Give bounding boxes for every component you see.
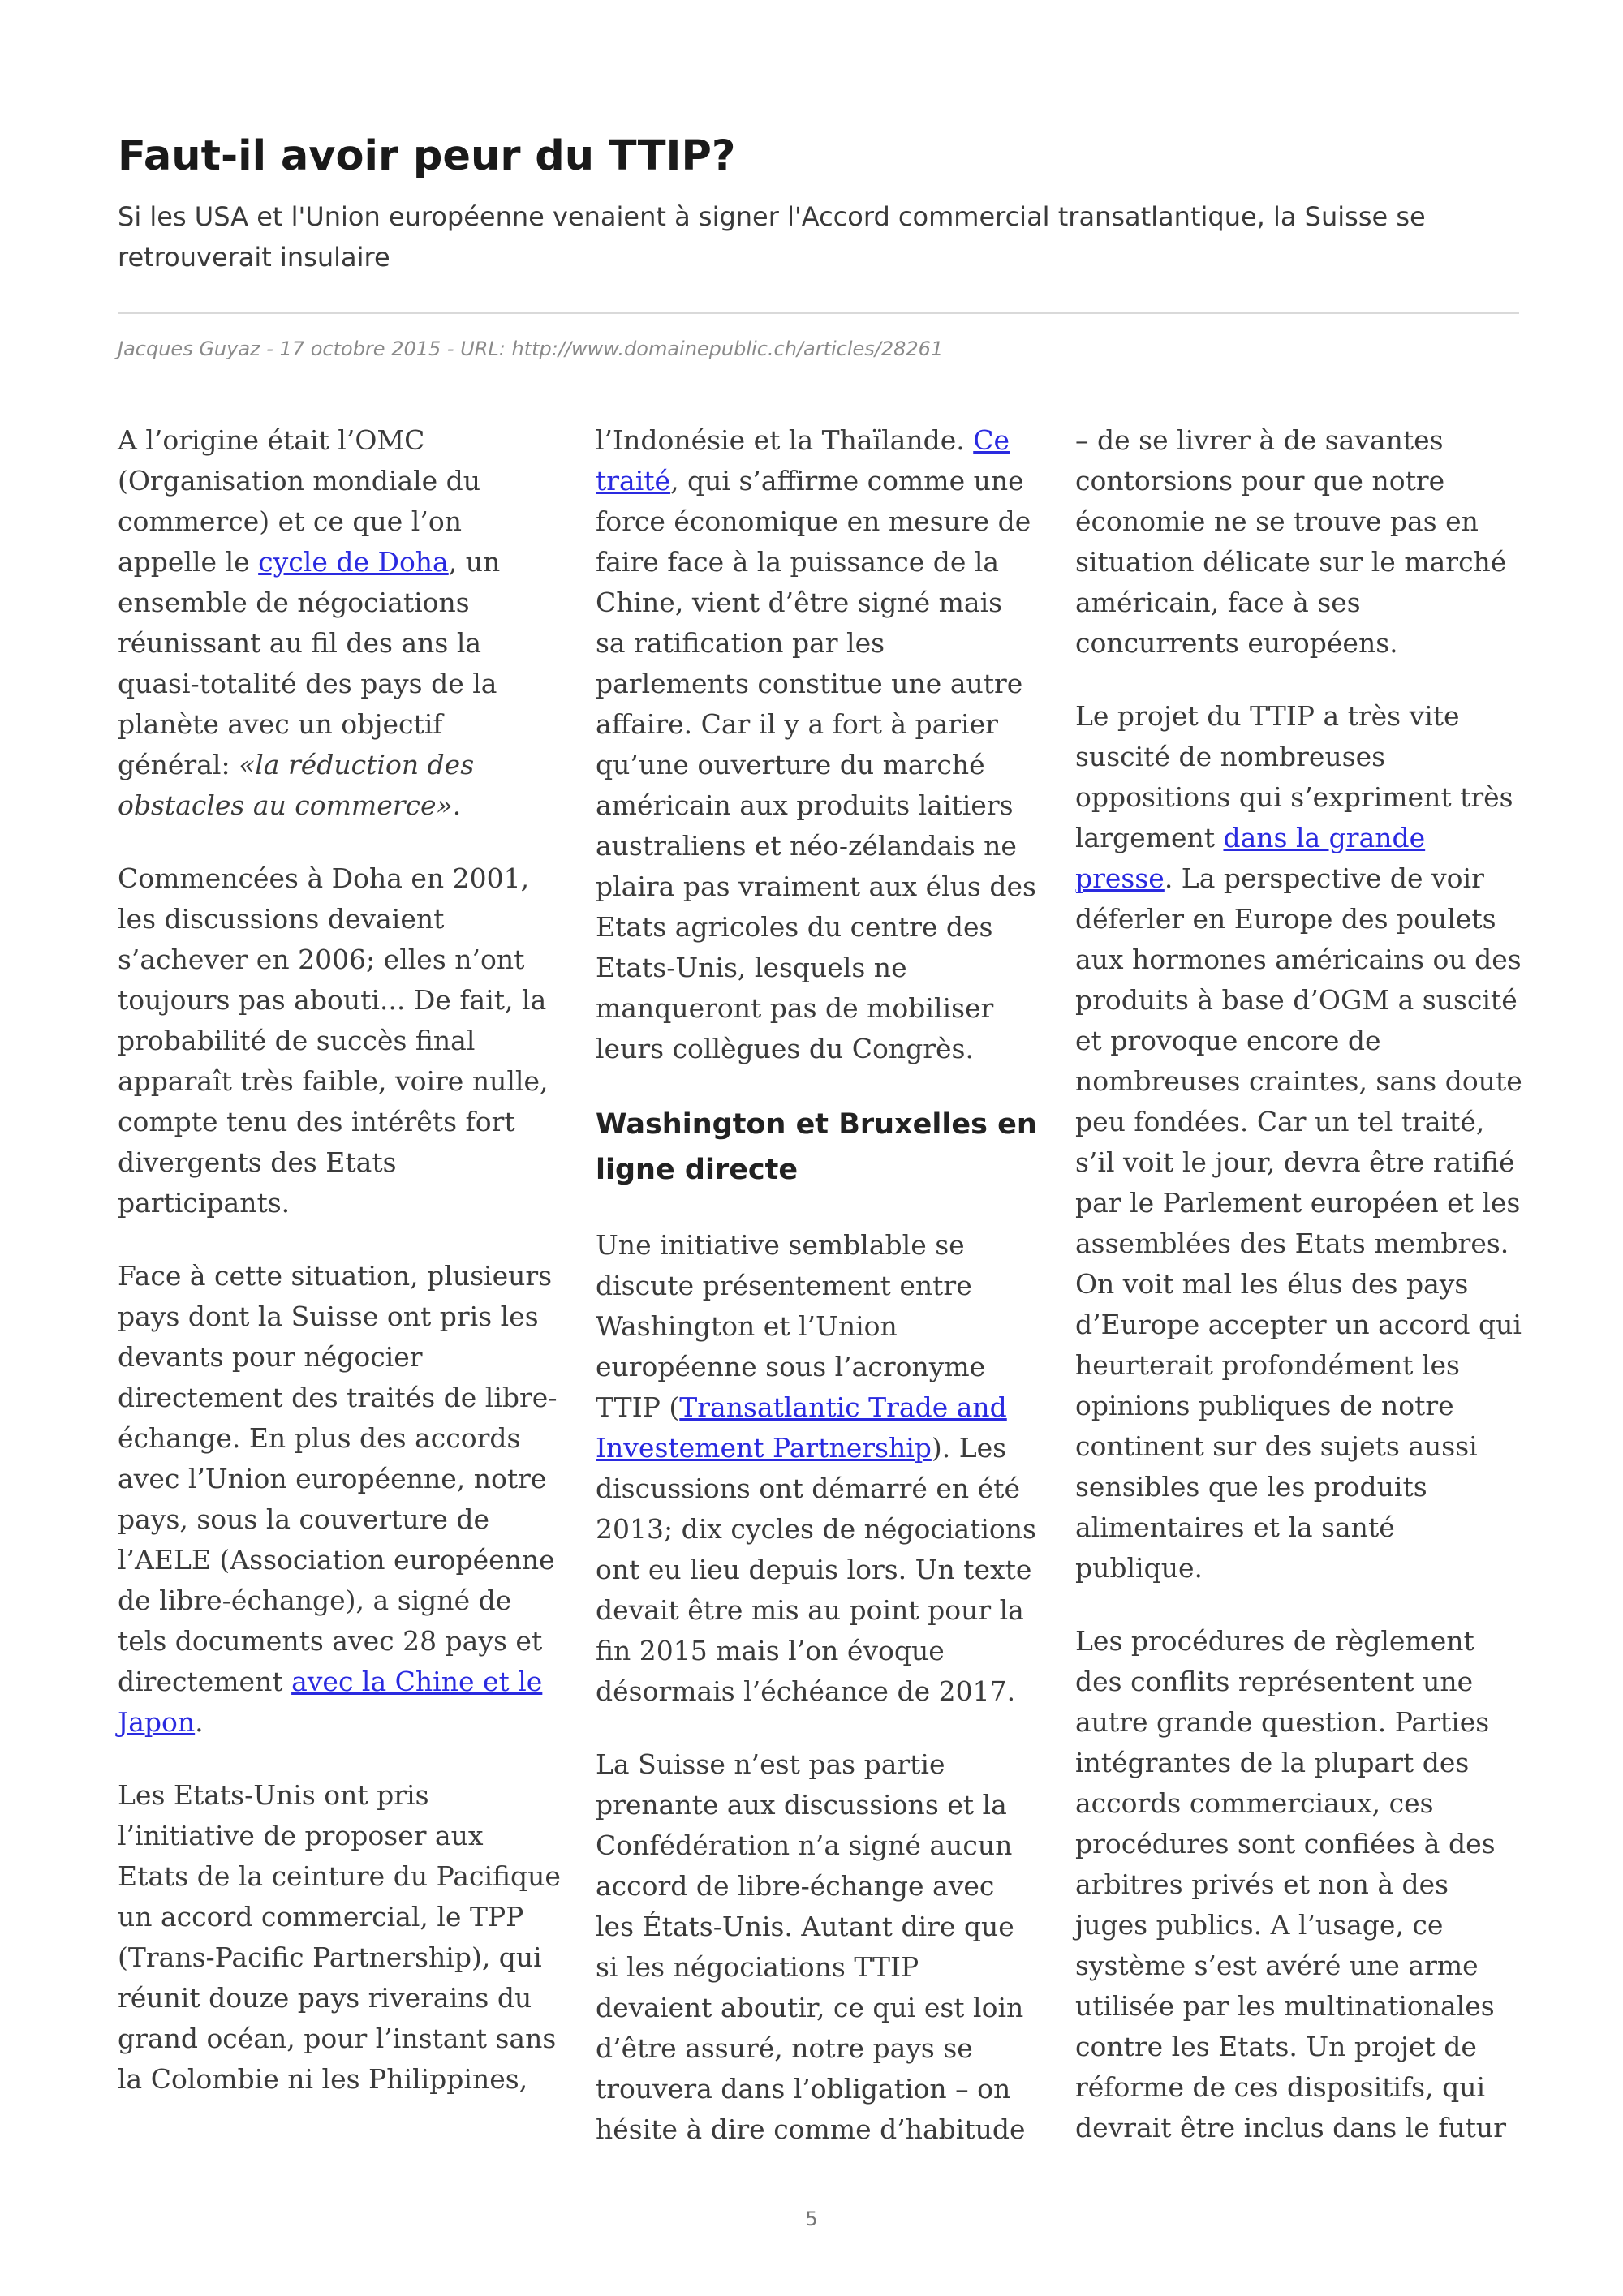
paragraph — [1075, 696, 1526, 1589]
article-byline: Jacques Guyaz - 17 octobre 2015 - URL: http://www.domainepublic.ch/articles/28261 — [118, 338, 944, 360]
link-chine-japon[interactable]: avec la Chine et le Japon — [118, 1666, 543, 1738]
paragraph-text: ). Les discussions ont démarré en été 2013; dix cycles de négociations ont eu lieu depuis lors. Un texte devait être mis au point pour la fin 2015 mais l’on évoque désormais l’échéance de 2017. — [596, 1432, 1036, 1707]
paragraph-text: . La perspective de voir déferler en Europe des poulets aux hormones américains ou des produits à base d’OGM a suscité et provoque encore de nombreuses craintes, sans doute peu fondées. Car un tel traité, s’il voit le jour, devra être ratifié par le Parlement européen et les assemblées des Etats membres. On voit mal les élus des pays d’Europe accepter un accord qui heurterait profondément les opinions publiques de notre continent sur des sujets aussi sensibles que les produits alimentaires et la santé publique. — [1075, 862, 1522, 1584]
link-ttip[interactable]: Transatlantic Trade and Investement Partnership — [596, 1391, 1007, 1464]
article-subtitle: Si les USA et l'Union européenne venaient à signer l'Accord commercial transatlantique, la Suisse se retrouverait insulaire — [118, 201, 1426, 273]
paragraph-text: , un ensemble de négociations réunissant au fil des ans la quasi-totalité des pays de la planète avec un objectif général: — [118, 546, 501, 780]
column-2 — [596, 420, 1040, 2182]
header-divider — [118, 312, 1519, 314]
paragraph: Les Etats-Unis ont pris l’initiative de proposer aux Etats de la ceinture du Pacifique un accord commercial, le TPP (Trans-Pacific Partnership), qui réunit douze pays riverains du grand océan, pour l’instant sans la Colombie ni les Philippines, — [118, 1779, 561, 2095]
quote-text: «la réduction des obstacles au commerce» — [118, 749, 475, 821]
column-1 — [118, 420, 562, 2132]
page-number: 5 — [805, 2208, 818, 2230]
paragraph — [118, 1256, 562, 1743]
paragraph-text: l’Indonésie et la Thaïlande. — [596, 424, 974, 456]
paragraph-text: . — [452, 789, 462, 821]
paragraph-text: A l’origine était l’OMC (Organisation mondiale du commerce) et ce que l’on appelle le — [118, 424, 481, 578]
paragraph — [118, 420, 562, 826]
link-grande-presse[interactable]: dans la grande presse — [1075, 822, 1426, 894]
paragraph-text: . — [195, 1706, 204, 1738]
paragraph — [596, 420, 1040, 1069]
column-3 — [1075, 420, 1526, 2181]
paragraph: La Suisse n’est pas partie prenante aux discussions et la Confédération n’a signé aucun accord de libre-échange avec les États-Unis. Autant dire que si les négociations TTIP devaient aboutir, ce qui est loin d’être assuré, notre pays se trouvera dans l’obligation – on hésite à dire comme d’habitude — [596, 1748, 1026, 2145]
link-ce-traite[interactable]: Ce traité — [596, 424, 1010, 497]
paragraph-text: , qui s’affirme comme une force économique en mesure de faire face à la puissance de la Chine, vient d’être signé mais sa ratification par les parlements constitue une autre affaire. Car il y a fort à parier qu’une ouverture du marché américain aux produits laitiers australiens et néo-zélandais ne plaira pas vraiment aux élus des Etats agricoles du centre des Etats-Unis, lesquels ne manqueront pas de mobiliser leurs collègues du Congrès. — [596, 465, 1036, 1064]
paragraph: Commencées à Doha en 2001, les discussions devaient s’achever en 2006; elles n’ont toujours pas abouti... De fait, la probabilité de succès final apparaît très faible, voire nulle, compte tenu des intérêts fort divergents des Etats participants. — [118, 862, 549, 1219]
article-title: Faut-il avoir peur du TTIP? — [118, 132, 736, 180]
link-cycle-de-doha[interactable]: cycle de Doha — [258, 546, 449, 578]
paragraph — [596, 1225, 1040, 1712]
paragraph: Les procédures de règlement des conflits représentent une autre grande question. Parties intégrantes de la plupart des accords commerciaux, ces procédures sont confiées à des arbitres privés et non à des juges publics. A l’usage, ce système s’est avéré une arme utilisée par les multinationales contre les Etats. Un projet de réforme de ces dispositifs, qui devrait être inclus dans le futur — [1075, 1625, 1506, 2143]
paragraph: – de se livrer à de savantes contorsions pour que notre économie ne se trouve pas en situation délicate sur le marché américain, face à ses concurrents européens. — [1075, 424, 1507, 659]
paragraph-text: Une initiative semblable se discute présentement entre Washington et l’Union européenne sous l’acronyme TTIP ( — [596, 1229, 986, 1423]
paragraph-text: Face à cette situation, plusieurs pays dont la Suisse ont pris les devants pour négocier directement des traités de libre-échange. En plus des accords avec l’Union européenne, notre pays, sous la couverture de l’AELE (Association européenne de libre-échange), a signé de tels documents avec 28 pays et directement — [118, 1260, 558, 1697]
paragraph-text: Le projet du TTIP a très vite suscité de nombreuses oppositions qui s’expriment très largement — [1075, 700, 1513, 853]
section-heading: Washington et Bruxelles en ligne directe — [596, 1108, 1037, 1186]
